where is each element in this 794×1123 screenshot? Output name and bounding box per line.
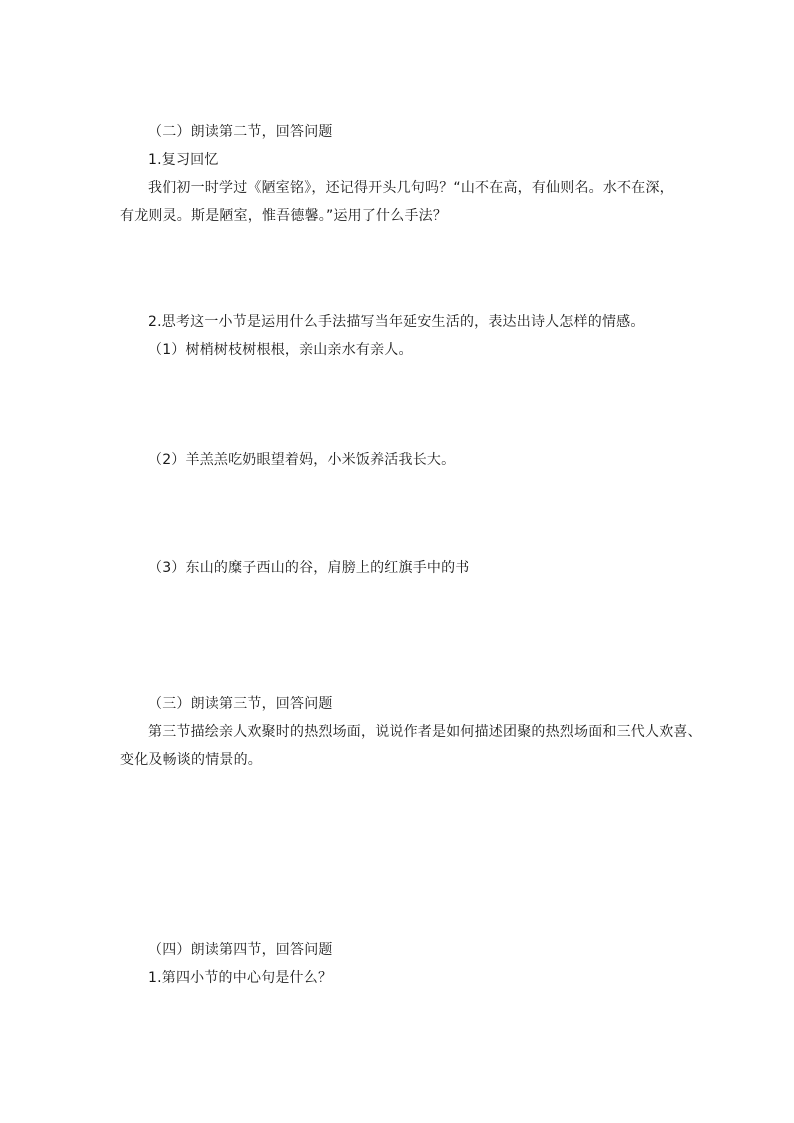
section-3-heading: （三）朗读第三节，回答问题 [148,696,333,712]
section-2-question-1-title: 1.复习回忆 [148,152,219,168]
section-2-question-2-item-3: （3）东山的糜子西山的谷，肩膀上的红旗手中的书 [148,560,470,576]
section-2-question-2-item-1: （1）树梢树枝树根根，亲山亲水有亲人。 [148,342,413,358]
section-4-question-1: 1.第四小节的中心句是什么？ [148,970,333,986]
section-3-text-line-1: 第三节描绘亲人欢聚时的热烈场面，说说作者是如何描述团聚的热烈场面和三代人欢喜、 [148,724,702,740]
section-2-question-1-text-line-1: 我们初一时学过《陋室铭》，还记得开头几句吗？“山不在高，有仙则名。水不在深， [148,180,674,196]
section-3-text-line-2: 变化及畅谈的情景的。 [120,752,262,768]
section-2-question-1-text-line-2: 有龙则灵。斯是陋室，惟吾德馨。”运用了什么手法？ [120,208,448,224]
section-2-question-2-title: 2.思考这一小节是运用什么手法描写当年延安生活的，表达出诗人怎样的情感。 [148,314,645,330]
section-4-heading: （四）朗读第四节，回答问题 [148,942,333,958]
section-2-heading: （二）朗读第二节，回答问题 [148,124,333,140]
section-2-question-2-item-2: （2）羊羔羔吃奶眼望着妈，小米饭养活我长大。 [148,452,456,468]
